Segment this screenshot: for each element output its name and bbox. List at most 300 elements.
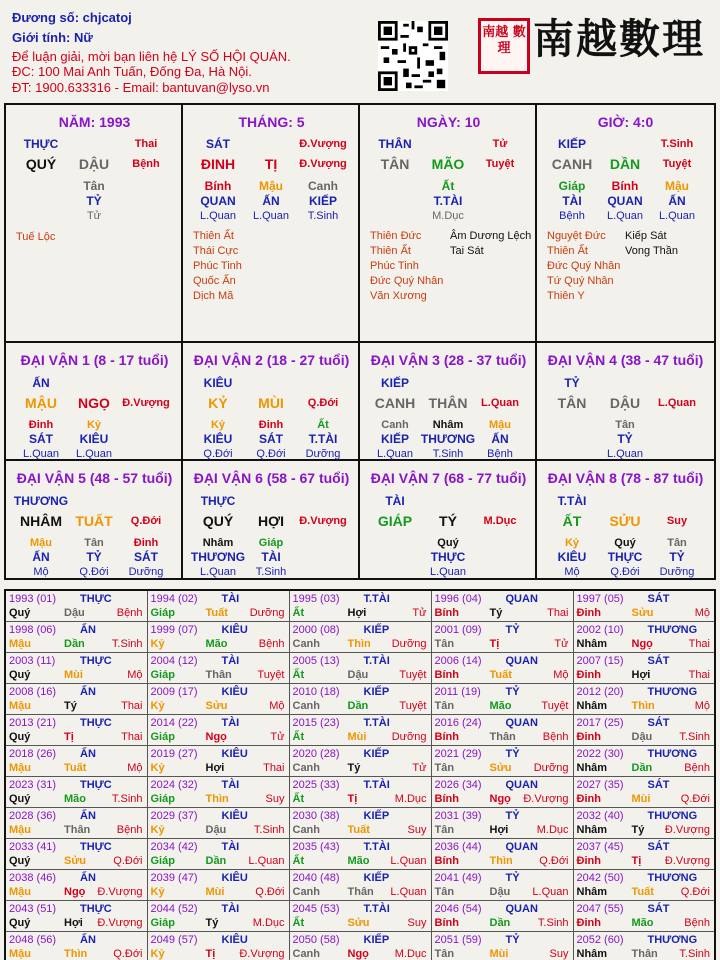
year-cell[interactable] — [147, 808, 289, 839]
year-cell[interactable] — [573, 746, 715, 777]
year-status: M.Dục — [394, 948, 427, 960]
year-cell[interactable] — [289, 715, 431, 746]
year-status: Mộ — [127, 669, 143, 681]
pillar-status: Bệnh — [132, 158, 160, 170]
year-cell[interactable] — [573, 715, 715, 746]
year-label: 2018 (26) — [9, 748, 57, 760]
dai-van-god: TỶ — [564, 376, 580, 390]
hidden-status: Q.Đới — [256, 448, 286, 460]
year-god: TÀI — [221, 841, 240, 853]
hidden-stem: Nhâm — [432, 419, 464, 431]
dai-van-cell[interactable] — [360, 343, 537, 461]
dai-van-branch: DẬU — [609, 395, 641, 411]
year-god: T.TÀI — [363, 841, 390, 853]
year-status: Thai — [121, 731, 143, 743]
dai-van-stem: ẤT — [562, 513, 582, 529]
year-cell[interactable] — [431, 746, 573, 777]
year-stem: Quý — [9, 793, 31, 805]
hidden-stem: Nhâm — [202, 537, 234, 549]
year-label: 2046 (54) — [434, 903, 482, 915]
year-cell[interactable] — [431, 839, 573, 870]
year-label: 1995 (03) — [292, 593, 340, 605]
hidden-god: THƯƠNG — [420, 432, 476, 446]
year-stem: Canh — [292, 700, 320, 712]
year-status: Đ.Vượng — [523, 793, 569, 805]
table-row — [5, 653, 715, 684]
year-branch: Thân — [489, 731, 516, 743]
year-label: 1994 (02) — [150, 593, 198, 605]
table-row — [5, 808, 715, 839]
dai-van-status: Suy — [666, 515, 688, 527]
year-cell[interactable] — [573, 932, 715, 960]
hidden-god: KIÊU — [557, 550, 587, 564]
pillar-top-status: Đ.Vượng — [299, 138, 347, 150]
year-branch: Thân — [347, 886, 374, 898]
year-label: 2012 (20) — [576, 686, 624, 698]
hidden-god: TÀI — [261, 550, 281, 564]
hidden-stem: Tân — [667, 537, 687, 549]
year-god: T.TÀI — [363, 717, 390, 729]
year-branch: Thân — [631, 948, 658, 960]
year-status: Mộ — [694, 607, 710, 619]
year-status: T.Sinh — [679, 948, 710, 960]
pillar-top-god: SÁT — [206, 137, 230, 151]
year-cell[interactable] — [289, 870, 431, 901]
year-god: KIÊU — [221, 872, 248, 884]
dai-van-cell[interactable] — [183, 461, 360, 579]
year-cell[interactable] — [431, 901, 573, 932]
year-god: THƯƠNG — [647, 810, 698, 822]
year-cell[interactable] — [147, 715, 289, 746]
table-row — [5, 715, 715, 746]
year-status: M.Dục — [252, 917, 285, 929]
year-cell[interactable] — [431, 932, 573, 960]
year-cell[interactable] — [5, 715, 147, 746]
hidden-god: THƯƠNG — [190, 550, 246, 564]
hidden-status: Dưỡng — [305, 448, 341, 460]
table-row — [5, 622, 715, 653]
pillar-cell — [537, 105, 714, 343]
year-cell[interactable] — [5, 622, 147, 653]
year-status: Bệnh — [116, 607, 143, 619]
star-item: Phúc Tinh — [370, 260, 419, 272]
year-cell[interactable] — [147, 839, 289, 870]
star-item: Tai Sát — [450, 245, 484, 257]
year-branch: Mùi — [205, 886, 225, 898]
year-cell[interactable] — [5, 590, 147, 622]
dai-van-stem: TÂN — [557, 395, 587, 411]
year-cell[interactable] — [431, 684, 573, 715]
hidden-stem: Tân — [84, 537, 104, 549]
year-label: 2013 (21) — [9, 717, 57, 729]
pillar-branch: DẬU — [78, 156, 110, 172]
year-stem: Mậu — [9, 762, 31, 774]
qr-code-icon[interactable] — [378, 21, 448, 91]
year-god: KIÊU — [221, 748, 248, 760]
year-god: QUAN — [505, 779, 538, 791]
pillar-status: Đ.Vượng — [299, 158, 347, 170]
year-god: ẤN — [80, 934, 96, 946]
hidden-god: SÁT — [29, 432, 53, 446]
hidden-god: TỶ — [617, 432, 633, 446]
dai-van-god: THƯƠNG — [13, 494, 69, 508]
star-item: Tứ Quý Nhân — [547, 275, 614, 287]
year-status: Tuyệt — [541, 700, 569, 712]
year-status: Mộ — [553, 669, 569, 681]
year-god: QUAN — [505, 841, 538, 853]
hidden-stem: Tân — [615, 419, 635, 431]
star-item: Nguyệt Đức — [547, 230, 606, 242]
year-stem: Kỷ — [150, 638, 165, 650]
year-label: 1997 (05) — [576, 593, 624, 605]
year-cell[interactable] — [147, 932, 289, 960]
year-cell[interactable] — [5, 839, 147, 870]
year-cell[interactable] — [573, 808, 715, 839]
year-god: SÁT — [647, 903, 670, 915]
year-stem: Giáp — [150, 607, 175, 619]
year-cell[interactable] — [573, 901, 715, 932]
year-god: KIẾP — [363, 872, 390, 884]
dai-van-god: TÀI — [385, 494, 405, 508]
hidden-status: T.Sinh — [432, 448, 464, 460]
hidden-stem: Ất — [441, 179, 455, 193]
year-label: 2020 (28) — [292, 748, 340, 760]
hidden-stem: Canh — [308, 179, 338, 193]
year-god: QUAN — [505, 717, 538, 729]
year-god: THỰC — [80, 841, 112, 853]
star-item: Văn Xương — [370, 290, 427, 302]
year-branch: Ngọ — [64, 886, 86, 898]
star-item: Âm Dương Lệch — [450, 230, 532, 242]
brand-title: 南越數理 — [533, 15, 705, 63]
year-god: THỰC — [80, 903, 112, 915]
year-cell[interactable] — [573, 684, 715, 715]
year-label: 2051 (59) — [434, 934, 482, 946]
table-row — [5, 684, 715, 715]
year-branch: Dần — [64, 638, 85, 650]
year-stem: Giáp — [150, 669, 175, 681]
year-cell[interactable] — [5, 870, 147, 901]
year-label: 2001 (09) — [434, 624, 482, 636]
year-stem: Canh — [292, 948, 320, 960]
year-stem: Ất — [292, 731, 305, 743]
year-branch: Mùi — [347, 731, 367, 743]
year-god: SÁT — [647, 717, 670, 729]
year-branch: Ngọ — [631, 638, 653, 650]
hidden-status: Dưỡng — [128, 566, 164, 578]
pillar-top-god: THÂN — [378, 137, 412, 151]
hidden-god: T.TÀI — [308, 432, 338, 446]
year-cell[interactable] — [431, 653, 573, 684]
year-cell[interactable] — [289, 808, 431, 839]
year-status: Thai — [121, 700, 143, 712]
year-branch: Tuất — [205, 607, 228, 619]
year-god: KIÊU — [221, 686, 248, 698]
pillar-title: NGÀY: 10 — [416, 114, 481, 130]
dai-van-status: Đ.Vượng — [299, 515, 347, 527]
year-label: 2008 (16) — [9, 686, 57, 698]
dai-van-god: ẤN — [32, 376, 50, 390]
dai-van-god: THỰC — [200, 494, 236, 508]
table-row — [5, 746, 715, 777]
year-cell[interactable] — [431, 622, 573, 653]
year-cell[interactable] — [289, 746, 431, 777]
hidden-stem: Đinh — [28, 419, 54, 431]
year-status: Suy — [407, 824, 427, 836]
hidden-status: L.Quan — [606, 448, 644, 460]
pillar-branch: DẦN — [609, 156, 641, 172]
year-stem: Quý — [9, 917, 31, 929]
dai-van-cell[interactable] — [537, 343, 714, 461]
year-cell[interactable] — [5, 746, 147, 777]
year-branch: Mùi — [64, 669, 83, 681]
hidden-status: L.Quan — [22, 448, 60, 460]
year-cell[interactable] — [573, 777, 715, 808]
year-status: Đ.Vượng — [97, 917, 143, 929]
year-cell[interactable] — [289, 653, 431, 684]
year-status: Bệnh — [258, 638, 285, 650]
year-god: SÁT — [647, 779, 670, 791]
hidden-stem: Tân — [83, 179, 105, 193]
dai-van-branch: TÝ — [439, 513, 457, 529]
year-god: THỰC — [80, 779, 112, 791]
hidden-stem: Mậu — [30, 537, 52, 549]
year-stem: Kỷ — [150, 700, 165, 712]
year-status: Thai — [263, 762, 285, 774]
pillar-branch: TỊ — [264, 156, 278, 172]
year-stem: Bính — [434, 731, 459, 743]
year-label: 2025 (33) — [292, 779, 340, 791]
dai-van-status: Q.Đới — [130, 515, 162, 527]
year-cell[interactable] — [147, 590, 289, 622]
year-cell[interactable] — [147, 622, 289, 653]
year-stem: Bính — [434, 855, 459, 867]
hidden-status: L.Quan — [199, 566, 237, 578]
auspicious-stars — [193, 229, 242, 304]
dai-van-stem: KỶ — [208, 395, 228, 411]
year-stem: Canh — [292, 886, 320, 898]
year-cell[interactable] — [573, 653, 715, 684]
hidden-stem: Quý — [437, 537, 459, 549]
year-stem: Tân — [434, 700, 455, 712]
year-label: 2036 (44) — [434, 841, 482, 853]
pillar-stem: CANH — [551, 156, 593, 172]
year-cell[interactable] — [573, 590, 715, 622]
auspicious-stars — [547, 229, 620, 304]
year-stem: Quý — [9, 855, 31, 867]
year-stem: Ất — [292, 917, 305, 929]
chart-grid — [4, 103, 716, 580]
year-status: Bệnh — [684, 917, 710, 929]
hidden-status: Q.Đới — [79, 566, 109, 578]
year-cell[interactable] — [573, 870, 715, 901]
year-stem: Mậu — [9, 886, 31, 898]
year-branch: Thìn — [489, 855, 513, 867]
contact-line: Để luận giải, mời bạn liên hệ LÝ SỐ HỘI QUÁN. — [12, 49, 291, 64]
year-stem: Quý — [9, 731, 31, 743]
dai-van-cell[interactable] — [6, 343, 183, 461]
year-god: ẤN — [80, 686, 96, 698]
dai-van-stem: QUÝ — [202, 513, 234, 529]
table-row — [5, 590, 715, 622]
year-cell[interactable] — [5, 653, 147, 684]
year-cell[interactable] — [147, 777, 289, 808]
hidden-god: TỶ — [669, 550, 685, 564]
pillar-title: NĂM: 1993 — [58, 114, 131, 130]
year-god: TÀI — [221, 655, 240, 667]
year-god: TỶ — [505, 872, 520, 884]
year-branch: Mão — [631, 917, 654, 929]
year-cell[interactable] — [289, 932, 431, 960]
year-stem: Mậu — [9, 700, 31, 712]
year-stem: Bính — [434, 917, 459, 929]
year-stem: Ất — [292, 607, 305, 619]
year-status: Q.Đới — [680, 886, 710, 898]
year-cell[interactable] — [147, 653, 289, 684]
year-stem: Tân — [434, 948, 455, 960]
year-cell[interactable] — [147, 870, 289, 901]
year-stem: Kỷ — [150, 762, 165, 774]
year-stem: Mậu — [9, 948, 31, 960]
year-cell[interactable] — [289, 901, 431, 932]
table-row — [5, 870, 715, 901]
year-label: 2006 (14) — [434, 655, 482, 667]
year-status: Suy — [549, 948, 569, 960]
year-status: Q.Đới — [255, 886, 285, 898]
year-status: Đ.Vượng — [239, 948, 285, 960]
dai-van-stem: MẬU — [25, 395, 57, 411]
year-status: Thai — [547, 607, 569, 619]
dai-van-stem: GIÁP — [377, 513, 413, 529]
year-cell[interactable] — [147, 901, 289, 932]
year-stem: Đinh — [576, 669, 601, 681]
year-branch: Tý — [205, 917, 219, 929]
year-cell[interactable] — [5, 901, 147, 932]
year-label: 2040 (48) — [292, 872, 340, 884]
year-label: 2024 (32) — [150, 779, 198, 791]
year-status: Dưỡng — [391, 638, 427, 650]
year-cell[interactable] — [289, 590, 431, 622]
year-label: 2030 (38) — [292, 810, 340, 822]
year-god: THƯƠNG — [647, 748, 698, 760]
year-branch: Tuất — [347, 824, 370, 836]
year-cell[interactable] — [573, 839, 715, 870]
table-row — [5, 901, 715, 932]
dai-van-cell[interactable] — [360, 461, 537, 579]
year-cell[interactable] — [289, 777, 431, 808]
year-cell[interactable] — [147, 684, 289, 715]
year-cell[interactable] — [431, 590, 573, 622]
dai-van-title: ĐẠI VẬN 7 (68 - 77 tuổi) — [370, 470, 527, 486]
hidden-status: T.Sinh — [255, 566, 287, 578]
year-cell[interactable] — [147, 746, 289, 777]
year-label: 2019 (27) — [150, 748, 198, 760]
year-status: T.Sinh — [679, 731, 710, 743]
hidden-stem: Bính — [611, 179, 639, 193]
year-god: ẤN — [80, 872, 96, 884]
pillar-top-status: Tử — [492, 138, 508, 150]
hidden-stem: Canh — [381, 419, 409, 431]
year-branch: Ngọ — [489, 793, 511, 805]
year-label: 2016 (24) — [434, 717, 482, 729]
year-cell[interactable] — [5, 808, 147, 839]
year-stem: Giáp — [150, 731, 175, 743]
dai-van-cell[interactable] — [183, 343, 360, 461]
year-stem: Giáp — [150, 855, 175, 867]
star-item: Đức Quý Nhân — [547, 260, 621, 272]
year-stem: Nhâm — [576, 824, 608, 836]
year-label: 2015 (23) — [292, 717, 340, 729]
year-stem: Bính — [434, 669, 459, 681]
year-cell[interactable] — [431, 870, 573, 901]
dai-van-branch: MÙI — [258, 395, 284, 411]
year-cell[interactable] — [289, 684, 431, 715]
star-item: Thiên Đức — [370, 230, 422, 242]
year-branch: Thìn — [205, 793, 229, 805]
dai-van-title: ĐẠI VẬN 5 (48 - 57 tuổi) — [16, 470, 173, 486]
dai-van-cell[interactable] — [537, 461, 714, 579]
year-cell[interactable] — [431, 777, 573, 808]
year-stem: Quý — [9, 669, 31, 681]
year-status: Suy — [407, 917, 427, 929]
year-branch: Ngọ — [347, 948, 369, 960]
year-branch: Tuất — [64, 762, 87, 774]
year-stem: Kỷ — [150, 824, 165, 836]
year-cell[interactable] — [5, 777, 147, 808]
hidden-status: Mộ — [33, 566, 49, 578]
dai-van-cell[interactable] — [6, 461, 183, 579]
year-status: Tuyệt — [399, 669, 427, 681]
year-god: KIẾP — [363, 624, 390, 636]
year-god: KIẾP — [363, 748, 390, 760]
year-god: TỶ — [505, 686, 520, 698]
year-branch: Dậu — [489, 886, 511, 898]
hidden-stem: Quý — [614, 537, 636, 549]
year-god: THỰC — [80, 655, 112, 667]
hidden-status: L.Quan — [376, 448, 414, 460]
year-cell[interactable] — [5, 684, 147, 715]
annual-luck-table — [4, 589, 716, 960]
year-stem: Đinh — [576, 917, 601, 929]
year-stem: Canh — [292, 762, 320, 774]
year-stem: Quý — [9, 607, 31, 619]
seal-logo: 南越 數理 — [478, 18, 530, 74]
year-branch: Mão — [64, 793, 86, 805]
dai-van-title: ĐẠI VẬN 2 (18 - 27 tuổi) — [193, 352, 350, 368]
year-god: TÀI — [221, 903, 240, 915]
year-cell[interactable] — [289, 622, 431, 653]
hidden-god: KIÊU — [203, 432, 233, 446]
year-stem: Mậu — [9, 824, 31, 836]
year-cell[interactable] — [289, 839, 431, 870]
year-cell[interactable] — [5, 932, 147, 960]
dai-van-god: KIẾP — [380, 376, 410, 390]
year-god: TỶ — [505, 624, 520, 636]
hidden-status: L.Quan — [252, 210, 290, 222]
year-cell[interactable] — [431, 808, 573, 839]
year-cell[interactable] — [573, 622, 715, 653]
year-status: L.Quan — [532, 886, 569, 898]
year-stem: Canh — [292, 638, 320, 650]
hidden-status: Mộ — [564, 566, 580, 578]
year-label: 2017 (25) — [576, 717, 624, 729]
auspicious-stars — [16, 230, 55, 245]
hidden-stem: Bính — [204, 179, 232, 193]
year-cell[interactable] — [431, 715, 573, 746]
year-branch: Hợi — [631, 669, 651, 681]
year-god: ẤN — [80, 810, 96, 822]
hidden-god: THỰC — [430, 550, 466, 564]
